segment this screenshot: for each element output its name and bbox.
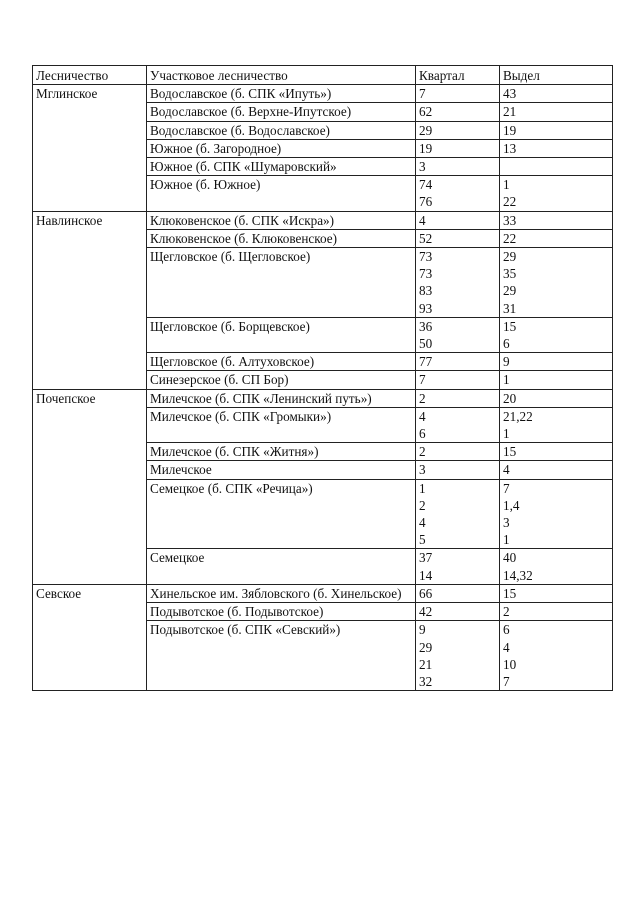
district-cell bbox=[147, 229, 416, 247]
vydel-value: 22 bbox=[503, 230, 517, 246]
kvartal-value: 14 bbox=[419, 567, 433, 583]
kvartal-value: 77 bbox=[419, 354, 433, 370]
vydel-value: 4 bbox=[503, 639, 510, 655]
vydel-cell bbox=[500, 461, 613, 479]
district-cell bbox=[147, 211, 416, 229]
kvartal-cell bbox=[416, 103, 500, 121]
vydel-value: 15 bbox=[503, 444, 517, 460]
district-cell bbox=[147, 371, 416, 389]
vydel-cell bbox=[500, 103, 613, 121]
kvartal-value: 7 bbox=[419, 372, 426, 388]
district-cell bbox=[147, 461, 416, 479]
vydel-cell bbox=[500, 479, 613, 549]
district-name: Семецкое (б. СПК «Речица») bbox=[150, 480, 313, 496]
header-row bbox=[33, 66, 613, 85]
kvartal-value: 37 bbox=[419, 550, 433, 566]
kvartal-value: 29 bbox=[419, 639, 433, 655]
vydel-cell bbox=[500, 317, 613, 352]
vydel-cell bbox=[500, 139, 613, 157]
kvartal-cell bbox=[416, 584, 500, 602]
kvartal-value: 7 bbox=[419, 86, 426, 102]
district-cell bbox=[147, 176, 416, 211]
vydel-value: 1 bbox=[503, 177, 510, 193]
kvartal-cell bbox=[416, 317, 500, 352]
header-district: Участковое лесничество bbox=[147, 66, 416, 85]
kvartal-value: 4 bbox=[419, 212, 426, 228]
vydel-value: 1 bbox=[503, 426, 510, 442]
kvartal-value: 74 bbox=[419, 177, 433, 193]
district-name: Подывотское (б. Подывотское) bbox=[150, 604, 324, 620]
vydel-value: 7 bbox=[503, 480, 510, 496]
district-cell bbox=[147, 85, 416, 103]
kvartal-value: 52 bbox=[419, 230, 433, 246]
vydel-cell bbox=[500, 353, 613, 371]
forestry-cell: Навлинское bbox=[33, 211, 147, 389]
district-cell bbox=[147, 549, 416, 584]
kvartal-cell bbox=[416, 407, 500, 442]
district-name: Водославское (б. СПК «Ипуть») bbox=[150, 86, 332, 102]
kvartal-value: 32 bbox=[419, 673, 433, 689]
district-cell bbox=[147, 158, 416, 176]
vydel-value: 6 bbox=[503, 336, 510, 352]
kvartal-value: 21 bbox=[419, 656, 433, 672]
vydel-cell bbox=[500, 621, 613, 691]
district-cell bbox=[147, 248, 416, 318]
vydel-value: 10 bbox=[503, 656, 517, 672]
district-name: Милечское (б. СПК «Житня») bbox=[150, 444, 319, 460]
district-cell bbox=[147, 317, 416, 352]
district-cell bbox=[147, 103, 416, 121]
vydel-value bbox=[503, 158, 609, 175]
vydel-value: 9 bbox=[503, 354, 510, 370]
kvartal-value: 1 bbox=[419, 480, 426, 496]
vydel-value: 19 bbox=[503, 122, 517, 138]
kvartal-cell bbox=[416, 443, 500, 461]
district-cell bbox=[147, 584, 416, 602]
vydel-cell bbox=[500, 389, 613, 407]
district-cell bbox=[147, 353, 416, 371]
district-name: Южное (б. Загородное) bbox=[150, 140, 282, 156]
kvartal-value: 42 bbox=[419, 604, 433, 620]
kvartal-cell bbox=[416, 229, 500, 247]
vydel-cell bbox=[500, 211, 613, 229]
kvartal-cell bbox=[416, 158, 500, 176]
vydel-value: 7 bbox=[503, 673, 510, 689]
kvartal-value: 4 bbox=[419, 408, 426, 424]
forestry-table bbox=[32, 65, 613, 691]
kvartal-cell bbox=[416, 121, 500, 139]
district-cell bbox=[147, 443, 416, 461]
district-name: Клюковенское (б. СПК «Искра») bbox=[150, 212, 335, 228]
kvartal-cell bbox=[416, 389, 500, 407]
district-name: Водославское (б. Верхне-Ипутское) bbox=[150, 104, 352, 120]
district-cell bbox=[147, 479, 416, 549]
kvartal-value: 2 bbox=[419, 390, 426, 406]
district-name: Водославское (б. Водославское) bbox=[150, 122, 330, 138]
kvartal-cell bbox=[416, 85, 500, 103]
table-row bbox=[33, 389, 613, 407]
vydel-value: 43 bbox=[503, 86, 517, 102]
kvartal-cell bbox=[416, 139, 500, 157]
vydel-value: 3 bbox=[503, 515, 510, 531]
vydel-value: 22 bbox=[503, 194, 517, 210]
vydel-value: 2 bbox=[503, 604, 510, 620]
kvartal-value: 50 bbox=[419, 336, 433, 352]
vydel-value: 40 bbox=[503, 550, 517, 566]
kvartal-value: 73 bbox=[419, 266, 433, 282]
kvartal-cell bbox=[416, 603, 500, 621]
kvartal-value: 29 bbox=[419, 122, 433, 138]
table-body bbox=[33, 85, 613, 691]
vydel-cell bbox=[500, 407, 613, 442]
district-cell bbox=[147, 389, 416, 407]
vydel-value: 29 bbox=[503, 249, 517, 265]
kvartal-value: 93 bbox=[419, 300, 433, 316]
district-cell bbox=[147, 407, 416, 442]
kvartal-cell bbox=[416, 621, 500, 691]
kvartal-cell bbox=[416, 211, 500, 229]
kvartal-cell bbox=[416, 371, 500, 389]
district-name: Клюковенское (б. Клюковенское) bbox=[150, 230, 338, 246]
vydel-cell bbox=[500, 229, 613, 247]
district-cell bbox=[147, 603, 416, 621]
header-kvartal: Квартал bbox=[416, 66, 500, 85]
kvartal-cell bbox=[416, 248, 500, 318]
kvartal-value: 83 bbox=[419, 283, 433, 299]
kvartal-value: 73 bbox=[419, 249, 433, 265]
kvartal-value: 36 bbox=[419, 318, 433, 334]
kvartal-value: 4 bbox=[419, 515, 426, 531]
header-forestry: Лесничество bbox=[33, 66, 147, 85]
district-name: Милечское (б. СПК «Ленинский путь») bbox=[150, 390, 372, 406]
district-cell bbox=[147, 139, 416, 157]
vydel-cell bbox=[500, 248, 613, 318]
kvartal-value: 2 bbox=[419, 444, 426, 460]
vydel-cell bbox=[500, 549, 613, 584]
district-name: Южное (б. Южное) bbox=[150, 177, 261, 193]
kvartal-value: 3 bbox=[419, 462, 426, 478]
table-header bbox=[33, 66, 613, 85]
vydel-value: 31 bbox=[503, 300, 517, 316]
vydel-cell bbox=[500, 603, 613, 621]
district-name: Милечское bbox=[150, 462, 212, 478]
header-vydel: Выдел bbox=[500, 66, 613, 85]
vydel-value: 1,4 bbox=[503, 497, 520, 513]
district-name: Щегловское (б. Борщевское) bbox=[150, 318, 310, 334]
forestry-cell: Мглинское bbox=[33, 85, 147, 211]
vydel-value: 35 bbox=[503, 266, 517, 282]
kvartal-cell bbox=[416, 461, 500, 479]
vydel-value: 20 bbox=[503, 390, 517, 406]
kvartal-value: 5 bbox=[419, 532, 426, 548]
forestry-cell: Севское bbox=[33, 584, 147, 690]
kvartal-cell bbox=[416, 479, 500, 549]
district-name: Щегловское (б. Алтуховское) bbox=[150, 354, 315, 370]
table-row bbox=[33, 85, 613, 103]
kvartal-value: 76 bbox=[419, 194, 433, 210]
vydel-value: 13 bbox=[503, 140, 517, 156]
vydel-cell bbox=[500, 584, 613, 602]
vydel-cell bbox=[500, 85, 613, 103]
district-cell bbox=[147, 621, 416, 691]
kvartal-value: 19 bbox=[419, 140, 433, 156]
vydel-cell bbox=[500, 443, 613, 461]
vydel-cell bbox=[500, 121, 613, 139]
vydel-value: 21,22 bbox=[503, 408, 533, 424]
vydel-cell bbox=[500, 176, 613, 211]
vydel-value: 15 bbox=[503, 585, 517, 601]
kvartal-value: 2 bbox=[419, 497, 426, 513]
vydel-cell bbox=[500, 158, 613, 176]
district-name: Подывотское (б. СПК «Севский») bbox=[150, 622, 341, 638]
vydel-value: 6 bbox=[503, 622, 510, 638]
kvartal-cell bbox=[416, 353, 500, 371]
table-row bbox=[33, 584, 613, 602]
district-name: Южное (б. СПК «Шумаровский» bbox=[150, 159, 337, 175]
kvartal-cell bbox=[416, 549, 500, 584]
vydel-value: 15 bbox=[503, 318, 517, 334]
kvartal-value: 62 bbox=[419, 104, 433, 120]
table-row bbox=[33, 211, 613, 229]
kvartal-value: 66 bbox=[419, 585, 433, 601]
forestry-cell: Почепское bbox=[33, 389, 147, 584]
district-name: Семецкое bbox=[150, 550, 205, 566]
vydel-value: 4 bbox=[503, 462, 510, 478]
vydel-value: 21 bbox=[503, 104, 517, 120]
vydel-cell bbox=[500, 371, 613, 389]
kvartal-value: 6 bbox=[419, 426, 426, 442]
kvartal-value: 3 bbox=[419, 159, 426, 175]
vydel-value: 29 bbox=[503, 283, 517, 299]
district-name: Щегловское (б. Щегловское) bbox=[150, 249, 311, 265]
vydel-value: 14,32 bbox=[503, 567, 533, 583]
district-name: Хинельское им. Зябловского (б. Хинельское) bbox=[150, 585, 402, 601]
vydel-value: 1 bbox=[503, 372, 510, 388]
kvartal-cell bbox=[416, 176, 500, 211]
district-cell bbox=[147, 121, 416, 139]
vydel-value: 33 bbox=[503, 212, 517, 228]
district-name: Милечское (б. СПК «Громыки») bbox=[150, 408, 332, 424]
vydel-value: 1 bbox=[503, 532, 510, 548]
kvartal-value: 9 bbox=[419, 622, 426, 638]
district-name: Синезерское (б. СП Бор) bbox=[150, 372, 289, 388]
